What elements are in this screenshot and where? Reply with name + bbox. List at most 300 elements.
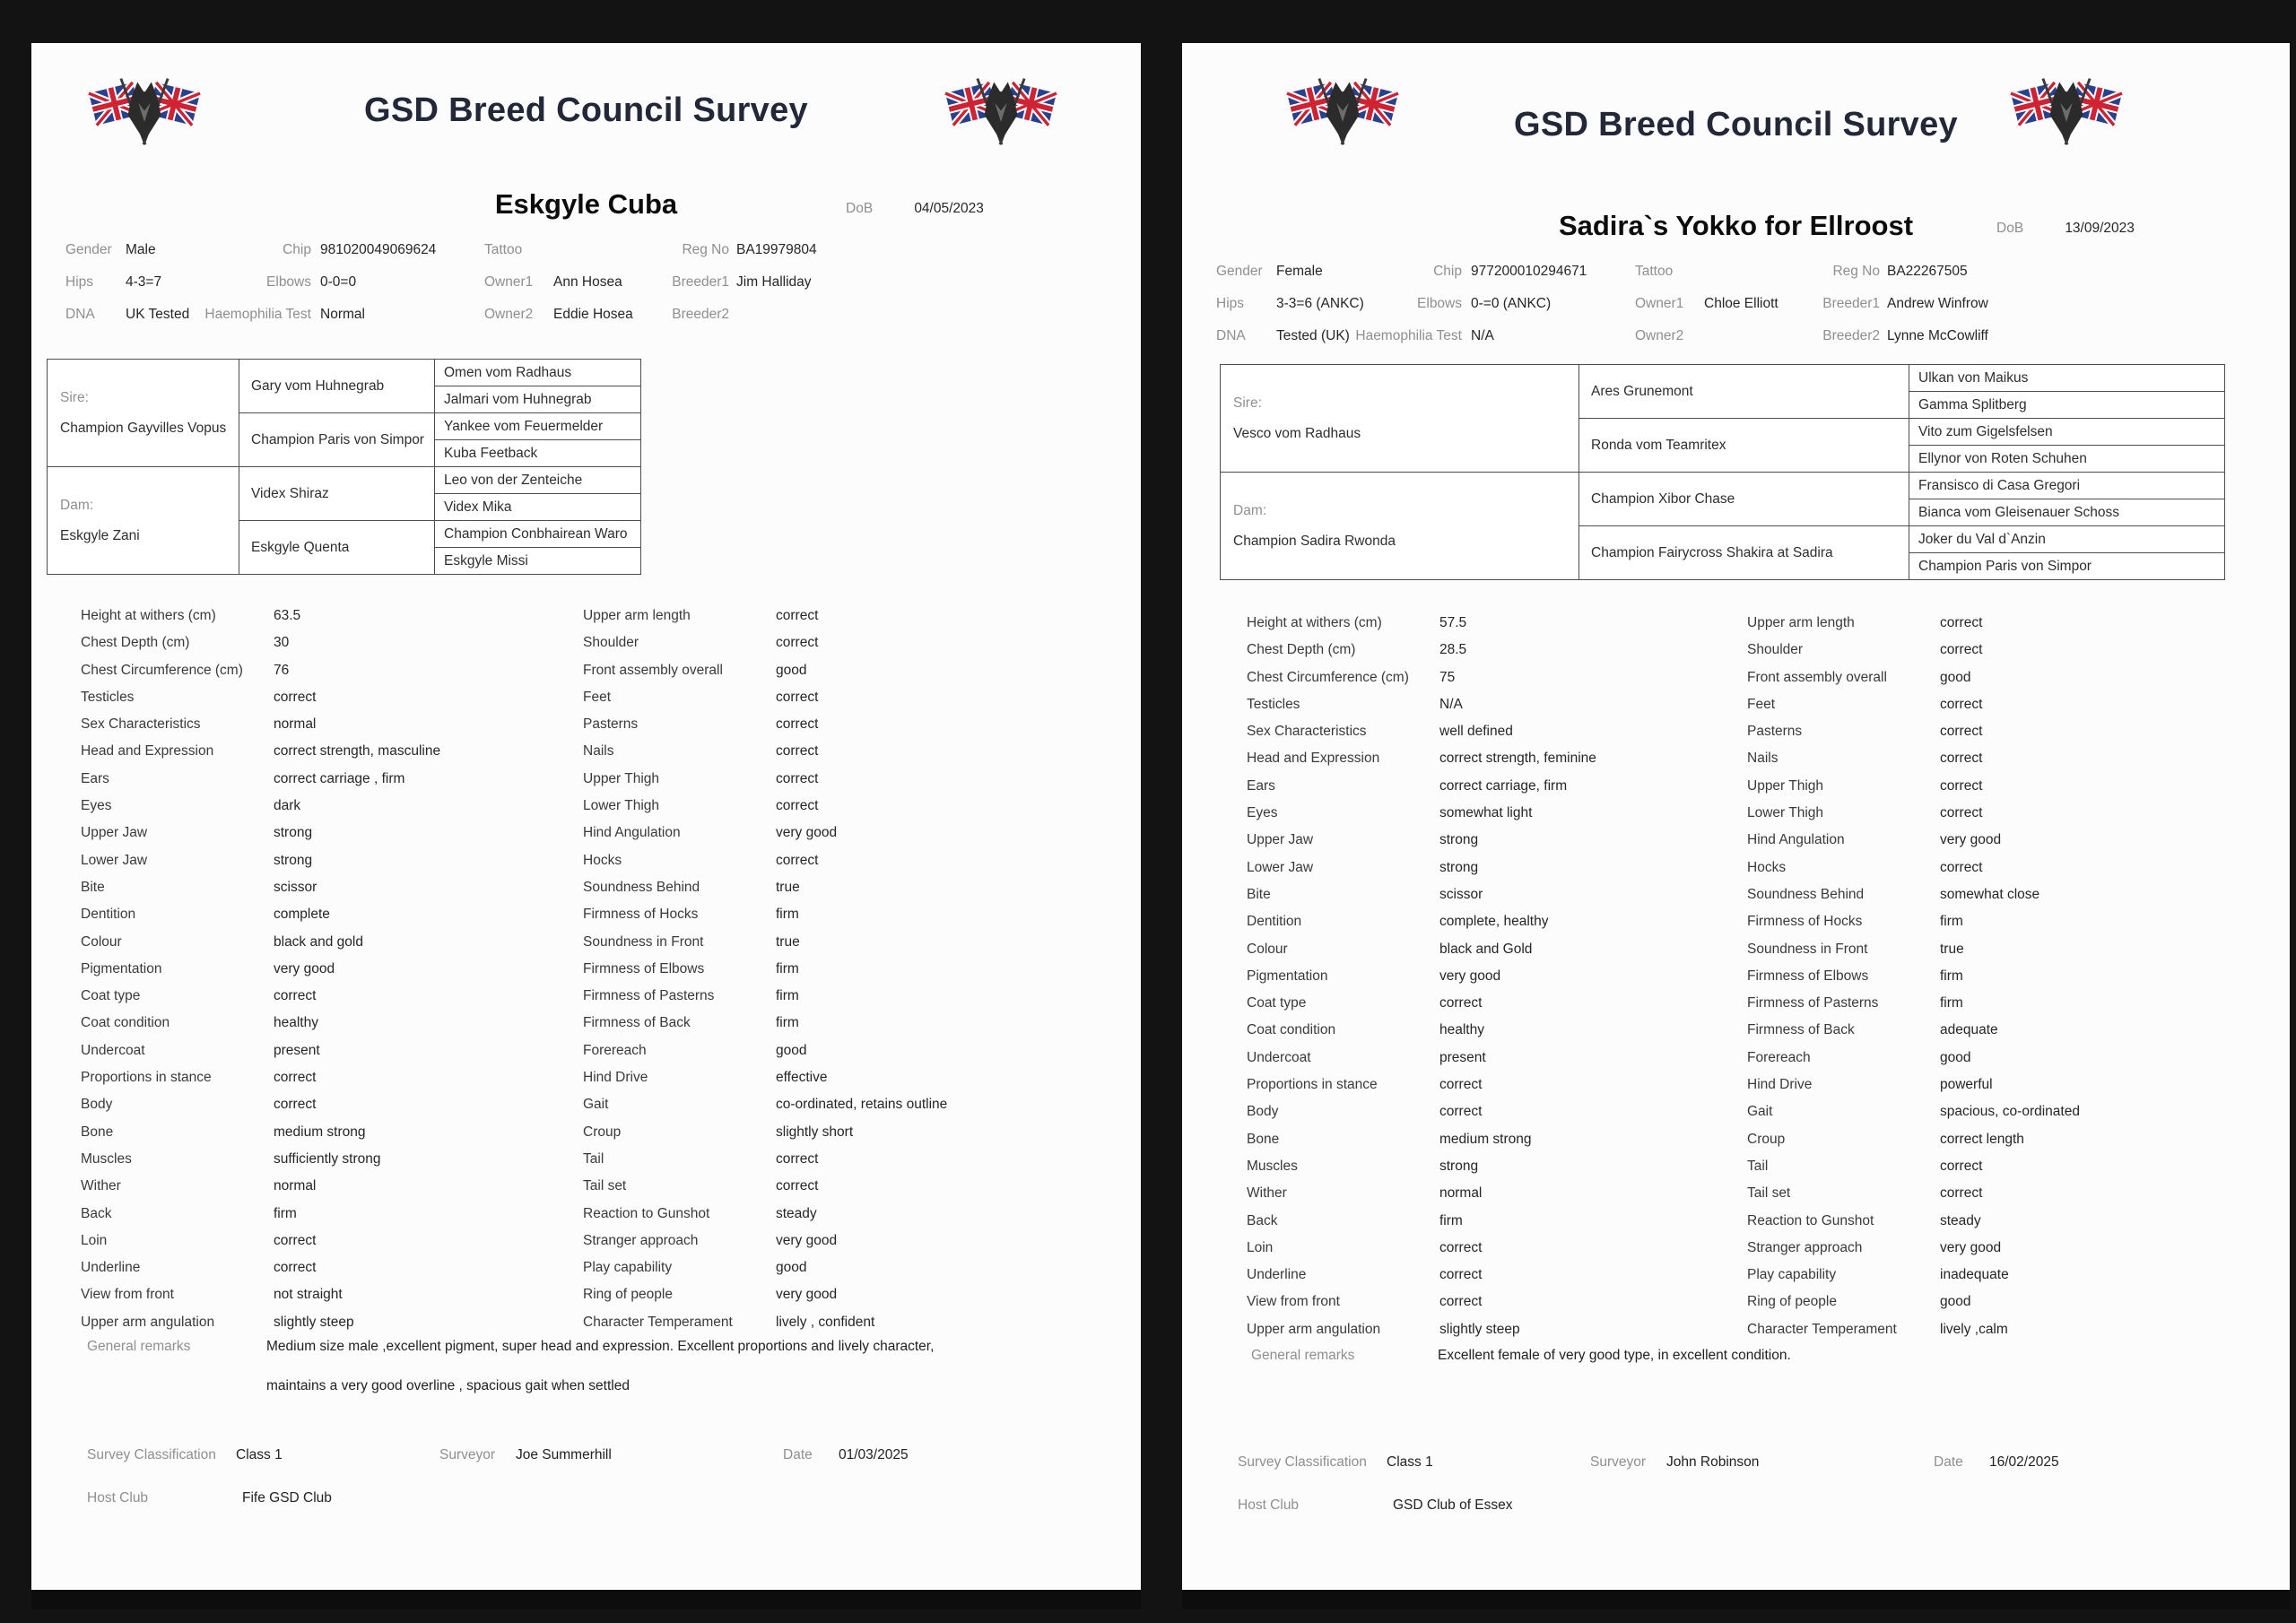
assessment-label: Coat type [81,988,141,1004]
assessment-label: Reaction to Gunshot [1747,1212,1874,1228]
assessment-value: correct [1940,724,1983,740]
general-remarks-text: Medium size male ,excellent pigment, super head and expression. Excellent proportions and lively character, maintains a very good overline , spacious gait when settled [266,1339,935,1393]
info-row [65,234,1119,266]
assessment-row [81,629,574,656]
pedigree-table [47,359,641,575]
assessment-row [1247,936,1740,963]
assessment-value: correct [274,1260,317,1276]
info-value: N/A [1471,328,1494,343]
assessment-label: Gait [1747,1104,1773,1120]
assessment-label: Lower Thigh [1747,805,1824,821]
info-row [65,266,1119,299]
assessment-label: Wither [1247,1185,1287,1202]
pedigree-great-grandparent-cell: Bianca vom Gleisenauer Schoss [1909,499,2225,526]
assessment-value: good [1940,669,1971,685]
sire-name: Vesco vom Radhaus [1233,425,1361,441]
assessment-label: Firmness of Elbows [583,960,705,976]
assessment-value: steady [1940,1212,1981,1228]
assessment-value: strong [274,825,313,841]
host-club-label: Host Club [87,1490,149,1506]
assessment-row [583,684,1121,711]
assessment-label: Soundness Behind [1747,886,1865,902]
assessment-label: Croup [583,1124,622,1140]
assessment-label: Sex Characteristics [81,716,201,733]
assessment-row [1247,718,1740,745]
assessment-row [81,929,574,956]
assessment-value: correct [1940,751,1983,767]
general-remarks-label: General remarks [87,1339,191,1354]
assessment-label: Dentition [1247,914,1302,930]
assessment-row [81,1064,574,1091]
assessment-value: slightly steep [1439,1321,1520,1337]
assessment-row [1747,773,2285,800]
info-label: DNA [65,307,95,322]
pedigree-grandparent-cell: Ares Grunemont [1579,365,1909,419]
assessment-value: 76 [274,662,290,678]
assessment-row [1247,1289,1740,1315]
assessment-value: strong [1439,859,1479,875]
assessment-label: Muscles [81,1150,132,1167]
assessment-label: Firmness of Back [583,1015,691,1031]
assessment-value: correct [1439,1104,1483,1120]
assessment-list-right [583,603,1121,1336]
assessment-value: correct [1940,642,1983,658]
dam-label: Dam: [1233,502,1267,518]
assessment-value: correct [1439,1077,1483,1093]
assessment-value: good [776,662,807,678]
assessment-value: firm [776,1015,799,1031]
info-label: Reg No [682,242,729,257]
assessment-value: healthy [274,1015,318,1031]
assessment-label: Ring of people [583,1287,673,1303]
pedigree-grandparent-cell: Champion Paris von Simpor [239,413,435,467]
assessment-value: dark [274,798,301,814]
assessment-label: Lower Jaw [1247,859,1314,875]
assessment-value: correct strength, feminine [1439,751,1596,767]
info-value: 3-3=6 (ANKC) [1276,296,1364,311]
assessment-row [1247,855,1740,881]
assessment-value: spacious, co-ordinated [1940,1104,2080,1120]
assessment-value: correct [1439,1239,1483,1255]
assessment-row [81,956,574,983]
assessment-label: Upper arm length [1747,615,1855,630]
pedigree-great-grandparent-cell: Fransisco di Casa Gregori [1909,473,2225,499]
info-label: Breeder2 [1822,328,1880,343]
info-label: Haemophilia Test [204,307,311,322]
info-value: Female [1276,264,1323,279]
info-value: Jim Halliday [736,274,812,290]
pedigree-great-grandparent-cell: Champion Paris von Simpor [1909,553,2225,580]
info-label: Elbows [266,274,311,290]
assessment-list-right [1747,610,2285,1343]
info-label: Breeder2 [672,307,729,322]
general-remarks [1251,1336,2164,1376]
assessment-label: Tail [1747,1158,1769,1174]
assessment-label: Play capability [583,1260,673,1276]
assessment-value: good [1940,1294,1971,1310]
assessment-row [81,738,574,765]
assessment-value: present [274,1042,320,1058]
assessment-label: View from front [81,1287,174,1303]
assessment-row [583,1037,1121,1064]
host-club-label: Host Club [1238,1497,1300,1513]
pedigree-great-grandparent-cell: Ellynor von Roten Schuhen [1909,446,2225,473]
assessment-row [583,929,1121,956]
pedigree-grandparent-cell: Videx Shiraz [239,467,435,521]
assessment-label: Height at withers (cm) [81,608,216,623]
info-label: Gender [1216,264,1263,279]
assessment-label: Reaction to Gunshot [583,1205,710,1221]
assessment-value: firm [1940,968,1963,984]
assessment-row [81,1228,574,1254]
page-bottom-scan-edge [31,1590,1141,1610]
pedigree-dam-cell [48,467,239,575]
assessment-value: correct [776,689,819,705]
general-remarks [87,1327,993,1406]
pedigree-great-grandparent-cell: Eskgyle Missi [435,548,641,575]
assessment-value: correct [776,743,819,759]
assessment-label: Lower Thigh [583,798,660,814]
assessment-row [81,1037,574,1064]
assessment-label: Hind Drive [1747,1077,1813,1093]
assessment-row [583,901,1121,928]
info-value: Tested (UK) [1276,328,1350,343]
assessment-label: Chest Depth (cm) [81,635,190,651]
info-row [1216,256,2268,288]
assessment-value: very good [776,1287,838,1303]
assessment-value: very good [1940,1239,2002,1255]
surveyor-value: John Robinson [1666,1454,1760,1470]
assessment-row [1247,881,1740,908]
assessment-value: correct carriage, firm [1439,777,1568,794]
assessment-value: correct [274,1070,317,1086]
registration-info [65,234,1119,331]
pedigree-great-grandparent-cell: Ulkan von Maikus [1909,365,2225,392]
assessment-row [1247,1262,1740,1289]
info-label: DNA [1216,328,1246,343]
assessment-row [1247,1126,1740,1153]
info-row [1216,288,2268,320]
assessment-row [583,1119,1121,1146]
info-row [1216,320,2268,352]
general-remarks-label: General remarks [1251,1348,1355,1363]
pedigree-great-grandparent-cell: Jalmari vom Huhnegrab [435,386,641,413]
assessment-value: inadequate [1940,1267,2009,1283]
assessment-row [81,1119,574,1146]
assessment-label: Hocks [1747,859,1787,875]
pedigree-great-grandparent-cell: Vito zum Gigelsfelsen [1909,419,2225,446]
info-label: Owner1 [1635,296,1684,311]
assessment-row [583,956,1121,983]
assessment-value: medium strong [1439,1131,1532,1147]
assessment-value: correct [776,608,819,623]
assessment-row [1747,908,2285,935]
assessment-row [1247,610,1740,637]
info-value: Normal [320,307,365,322]
date-label: Date [783,1447,813,1462]
dog-name: Sadira`s Yokko for Ellroost [1558,210,1914,241]
info-value: Chloe Elliott [1704,296,1779,311]
assessment-label: Coat condition [81,1015,170,1031]
assessment-value: very good [776,825,838,841]
assessment-row [583,847,1121,874]
assessment-value: correct strength, masculine [274,743,441,759]
assessment-label: Firmness of Back [1747,1022,1855,1038]
assessment-row [1247,963,1740,990]
assessment-row [583,793,1121,820]
info-value: Ann Hosea [553,274,622,290]
assessment-value: correct [1940,805,1983,821]
assessment-value: true [776,933,800,950]
assessment-value: scissor [1439,886,1483,902]
assessment-row [81,983,574,1010]
assessment-row [81,603,574,629]
assessment-label: Upper arm angulation [81,1314,215,1330]
assessment-row [583,1201,1121,1228]
assessment-label: Coat type [1247,995,1307,1011]
assessment-row [1247,1098,1740,1125]
sire-label: Sire: [60,389,89,405]
info-value: BA22267505 [1887,264,1968,279]
assessment-value: correct carriage , firm [274,770,405,786]
info-value: BA19979804 [736,242,817,257]
assessment-label: Soundness in Front [583,933,704,950]
assessment-row [1247,1017,1740,1044]
assessment-label: Firmness of Hocks [583,907,699,923]
assessment-value: correct [1940,859,1983,875]
assessment-value: correct [274,1097,317,1113]
assessment-value: co-ordinated, retains outline [776,1097,948,1113]
assessment-row [1747,610,2285,637]
pedigree-sire-cell [48,360,239,467]
assessment-label: Back [1247,1212,1278,1228]
dob-label: DoB [846,201,874,216]
assessment-row [1247,1153,1740,1180]
assessment-row [583,1254,1121,1281]
assessment-row [1247,637,1740,664]
assessment-value: correct [1940,1158,1983,1174]
assessment-value: correct [1940,696,1983,712]
assessment-label: Head and Expression [1247,751,1380,767]
pedigree-grandparent-cell: Gary vom Huhnegrab [239,360,435,413]
pedigree-grandparent-cell: Champion Fairycross Shakira at Sadira [1579,526,1909,580]
info-value: Lynne McCowliff [1887,328,1988,343]
sire-name: Champion Gayvilles Vopus [60,420,227,436]
survey-classification-value: Class 1 [1387,1454,1433,1470]
assessment-value: well defined [1439,724,1513,740]
assessment-label: Bone [1247,1131,1280,1147]
assessment-label: Gait [583,1097,609,1113]
assessment-row [1247,745,1740,772]
pedigree-great-grandparent-cell: Yankee vom Feuermelder [435,413,641,440]
assessment-row [81,684,574,711]
assessment-value: N/A [1439,696,1463,712]
assessment-row [583,1146,1121,1173]
assessment-row [81,901,574,928]
assessment-row [1747,1289,2285,1315]
info-label: Owner2 [1635,328,1684,343]
assessment-row [1747,936,2285,963]
assessment-row [583,1091,1121,1118]
assessment-value: firm [274,1205,297,1221]
pedigree-grandparent-cell: Eskgyle Quenta [239,521,435,575]
assessment-row [81,874,574,901]
assessment-label: Feet [583,689,612,705]
assessment-label: Upper Jaw [81,825,148,841]
assessment-row [1747,637,2285,664]
assessment-value: not straight [274,1287,343,1303]
assessment-label: Forereach [583,1042,647,1058]
assessment-row [1247,691,1740,718]
assessment-row [1247,908,1740,935]
assessment-label: Feet [1747,696,1776,712]
info-label: Breeder1 [1822,296,1880,311]
assessment-value: true [1940,941,1964,957]
assessment-value: lively , confident [776,1314,875,1330]
assessment-value: slightly short [776,1124,854,1140]
assessment-value: lively ,calm [1940,1321,2008,1337]
info-value: UK Tested [126,307,190,322]
date-value: 01/03/2025 [839,1447,909,1462]
pedigree-great-grandparent-cell: Videx Mika [435,494,641,521]
assessment-row [81,657,574,684]
surveyor-label: Surveyor [1590,1454,1647,1470]
survey-document-page [31,43,1141,1610]
assessment-label: Pigmentation [1247,968,1328,984]
assessment-value: firm [776,960,799,976]
assessment-value: sufficiently strong [274,1150,381,1167]
assessment-row [81,1281,574,1308]
assessment-row [1747,1045,2285,1072]
assessment-row [1747,990,2285,1017]
pedigree-great-grandparent-cell: Gamma Splitberg [1909,392,2225,419]
assessment-row [1747,963,2285,990]
assessment-label: Loin [81,1232,108,1248]
assessment-label: Upper Jaw [1247,832,1314,848]
assessment-value: black and Gold [1439,941,1533,957]
assessment-label: Eyes [1247,805,1278,821]
dob-value: 04/05/2023 [914,201,984,216]
assessment-row [583,766,1121,793]
dob-label: DoB [1996,221,2024,236]
pedigree-great-grandparent-cell: Omen vom Radhaus [435,360,641,386]
assessment-value: slightly steep [274,1314,354,1330]
assessment-row [1247,827,1740,854]
assessment-value: correct [776,635,819,651]
assessment-label: Head and Expression [81,743,214,759]
pedigree-grandparent-cell: Champion Xibor Chase [1579,473,1909,526]
breed-council-flags-dog-logo [87,68,202,151]
assessment-row [583,1228,1121,1254]
assessment-label: Underline [81,1260,141,1276]
pedigree-sire-cell [1221,365,1579,473]
assessment-row [1247,800,1740,827]
assessment-value: firm [776,907,799,923]
pedigree-dam-cell [1221,473,1579,580]
info-label: Gender [65,242,112,257]
footer-host-club-row [31,1485,1141,1512]
pedigree-great-grandparent-cell: Leo von der Zenteiche [435,467,641,494]
assessment-label: Tail set [583,1178,627,1194]
dog-name: Eskgyle Cuba [494,188,678,220]
assessment-value: 57.5 [1439,615,1467,630]
assessment-label: Undercoat [81,1042,145,1058]
assessment-value: firm [1940,914,1963,930]
assessment-value: scissor [274,879,317,895]
info-label: Reg No [1832,264,1880,279]
info-value: 981020049069624 [320,242,437,257]
assessment-label: Proportions in stance [81,1070,212,1086]
assessment-value: powerful [1940,1077,1993,1093]
info-label: Hips [1216,296,1245,311]
pedigree-great-grandparent-cell: Champion Conbhairean Waro [435,521,641,548]
assessment-value: normal [1439,1185,1483,1202]
assessment-value: correct [776,770,819,786]
assessment-row [81,793,574,820]
info-value: 0-0=0 [320,274,357,290]
assessment-label: Stranger approach [1747,1239,1863,1255]
assessment-row [1747,1262,2285,1289]
assessment-label: Muscles [1247,1158,1298,1174]
footer-classification-row [31,1442,1141,1469]
assessment-row [583,874,1121,901]
assessment-row [1747,718,2285,745]
assessment-value: correct [1940,777,1983,794]
assessment-row [1747,1017,2285,1044]
assessment-value: true [776,879,800,895]
footer-classification-row [1182,1449,2290,1476]
assessment-value: very good [1940,832,2002,848]
assessment-value: 28.5 [1439,642,1467,658]
info-label: Tattoo [1635,264,1674,279]
assessment-row [1747,1098,2285,1125]
assessment-row [81,847,574,874]
assessment-value: correct [1439,1267,1483,1283]
assessment-label: Nails [1747,751,1779,767]
assessment-value: complete, healthy [1439,914,1549,930]
assessment-value: correct [1439,1294,1483,1310]
footer-host-club-row [1182,1492,2290,1519]
info-value: Eddie Hosea [553,307,633,322]
assessment-label: Forereach [1747,1049,1811,1065]
assessment-label: Croup [1747,1131,1786,1147]
assessment-label: Upper Thigh [1747,777,1824,794]
assessment-value: correct [776,1178,819,1194]
dob-value: 13/09/2023 [2065,221,2135,236]
assessment-row [81,1173,574,1200]
assessment-row [1247,1180,1740,1207]
assessment-value: steady [776,1205,817,1221]
host-club-value: GSD Club of Essex [1393,1497,1513,1513]
assessment-label: Nails [583,743,614,759]
assessment-row [583,983,1121,1010]
assessment-label: Proportions in stance [1247,1077,1378,1093]
assessment-value: normal [274,1178,317,1194]
assessment-value: very good [776,1232,838,1248]
assessment-value: present [1439,1049,1486,1065]
assessment-row [1747,745,2285,772]
assessment-label: Character Temperament [583,1314,733,1330]
assessment-row [583,1173,1121,1200]
assessment-row [81,766,574,793]
assessment-row [583,738,1121,765]
assessment-row [1247,773,1740,800]
assessment-label: Body [1247,1104,1279,1120]
assessment-value: correct [776,852,819,868]
assessment-row [583,603,1121,629]
breed-council-flags-dog-logo [2009,68,2124,151]
info-row [65,299,1119,331]
